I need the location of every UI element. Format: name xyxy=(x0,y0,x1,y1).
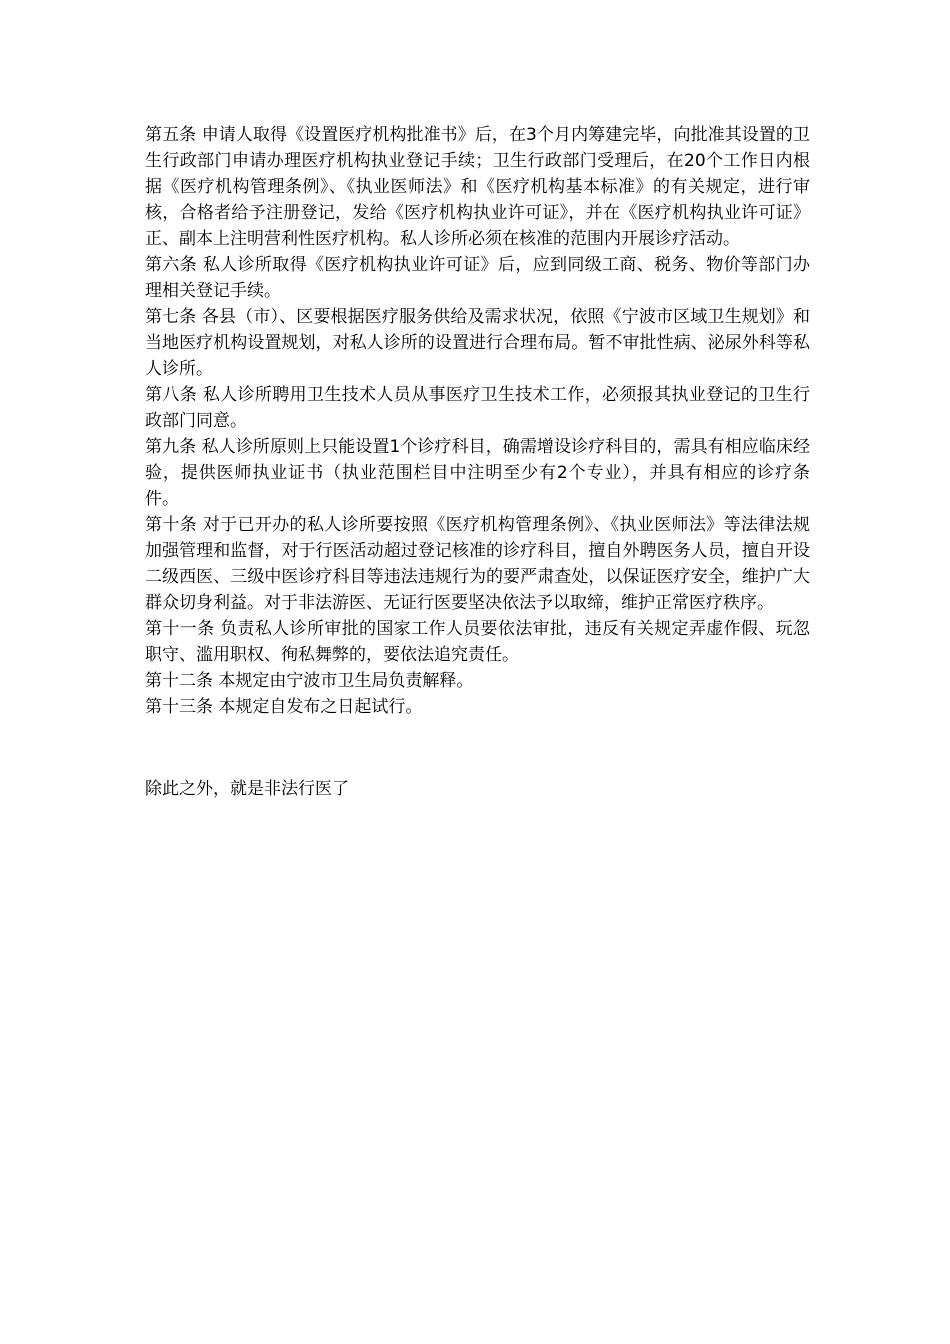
article-5: 第五条 申请人取得《设置医疗机构批准书》后，在3个月内筹建完毕，向批准其设置的卫生行政部门申请办理医疗机构执业登记手续；卫生行政部门受理后，在20个工作日内根据《医疗机构管理条例》、《执业医师法》和《医疗机构基本标准》的有关规定，进行审核，合格者给予注册登记，发给《医疗机构执业许可证》，并在《医疗机构执业许可证》正、副本上注明营利性医疗机构。私人诊所必须在核准的范围内开展诊疗活动。 xyxy=(145,125,810,249)
document-body xyxy=(145,122,810,802)
article-7: 第七条 各县（市）、区要根据医疗服务供给及需求状况，依照《宁波市区域卫生规划》和当地医疗机构设置规划，对私人诊所的设置进行合理布局。暂不审批性病、泌尿外科等私人诊所。 xyxy=(145,307,810,379)
article-9: 第九条 私人诊所原则上只能设置1个诊疗科目，确需增设诊疗科目的，需具有相应临床经验，提供医师执业证书（执业范围栏目中注明至少有2个专业），并具有相应的诊疗条件。 xyxy=(145,437,810,509)
article-10: 第十条 对于已开办的私人诊所要按照《医疗机构管理条例》、《执业医师法》等法律法规加强管理和监督，对于行医活动超过登记核准的诊疗科目，擅自外聘医务人员，擅自开设二级西医、三级中医诊疗科目等违法违规行为的要严肃查处，以保证医疗安全，维护广大群众切身利益。对于非法游医、无证行医要坚决依法予以取缔，维护正常医疗秩序。 xyxy=(145,515,810,613)
article-13: 第十三条 本规定自发布之日起试行。 xyxy=(145,697,423,717)
article-6: 第六条 私人诊所取得《医疗机构执业许可证》后，应到同级工商、税务、物价等部门办理相关登记手续。 xyxy=(145,255,810,301)
article-12: 第十二条 本规定由宁波市卫生局负责解释。 xyxy=(145,671,474,691)
paragraph-spacer xyxy=(145,720,810,776)
article-11: 第十一条 负责私人诊所审批的国家工作人员要依法审批，违反有关规定弄虚作假、玩忽职守、滥用职权、徇私舞弊的，要依法追究责任。 xyxy=(145,619,810,665)
closing-note: 除此之外，就是非法行医了 xyxy=(145,779,349,799)
article-8: 第八条 私人诊所聘用卫生技术人员从事医疗卫生技术工作，必须报其执业登记的卫生行政部门同意。 xyxy=(145,385,810,431)
